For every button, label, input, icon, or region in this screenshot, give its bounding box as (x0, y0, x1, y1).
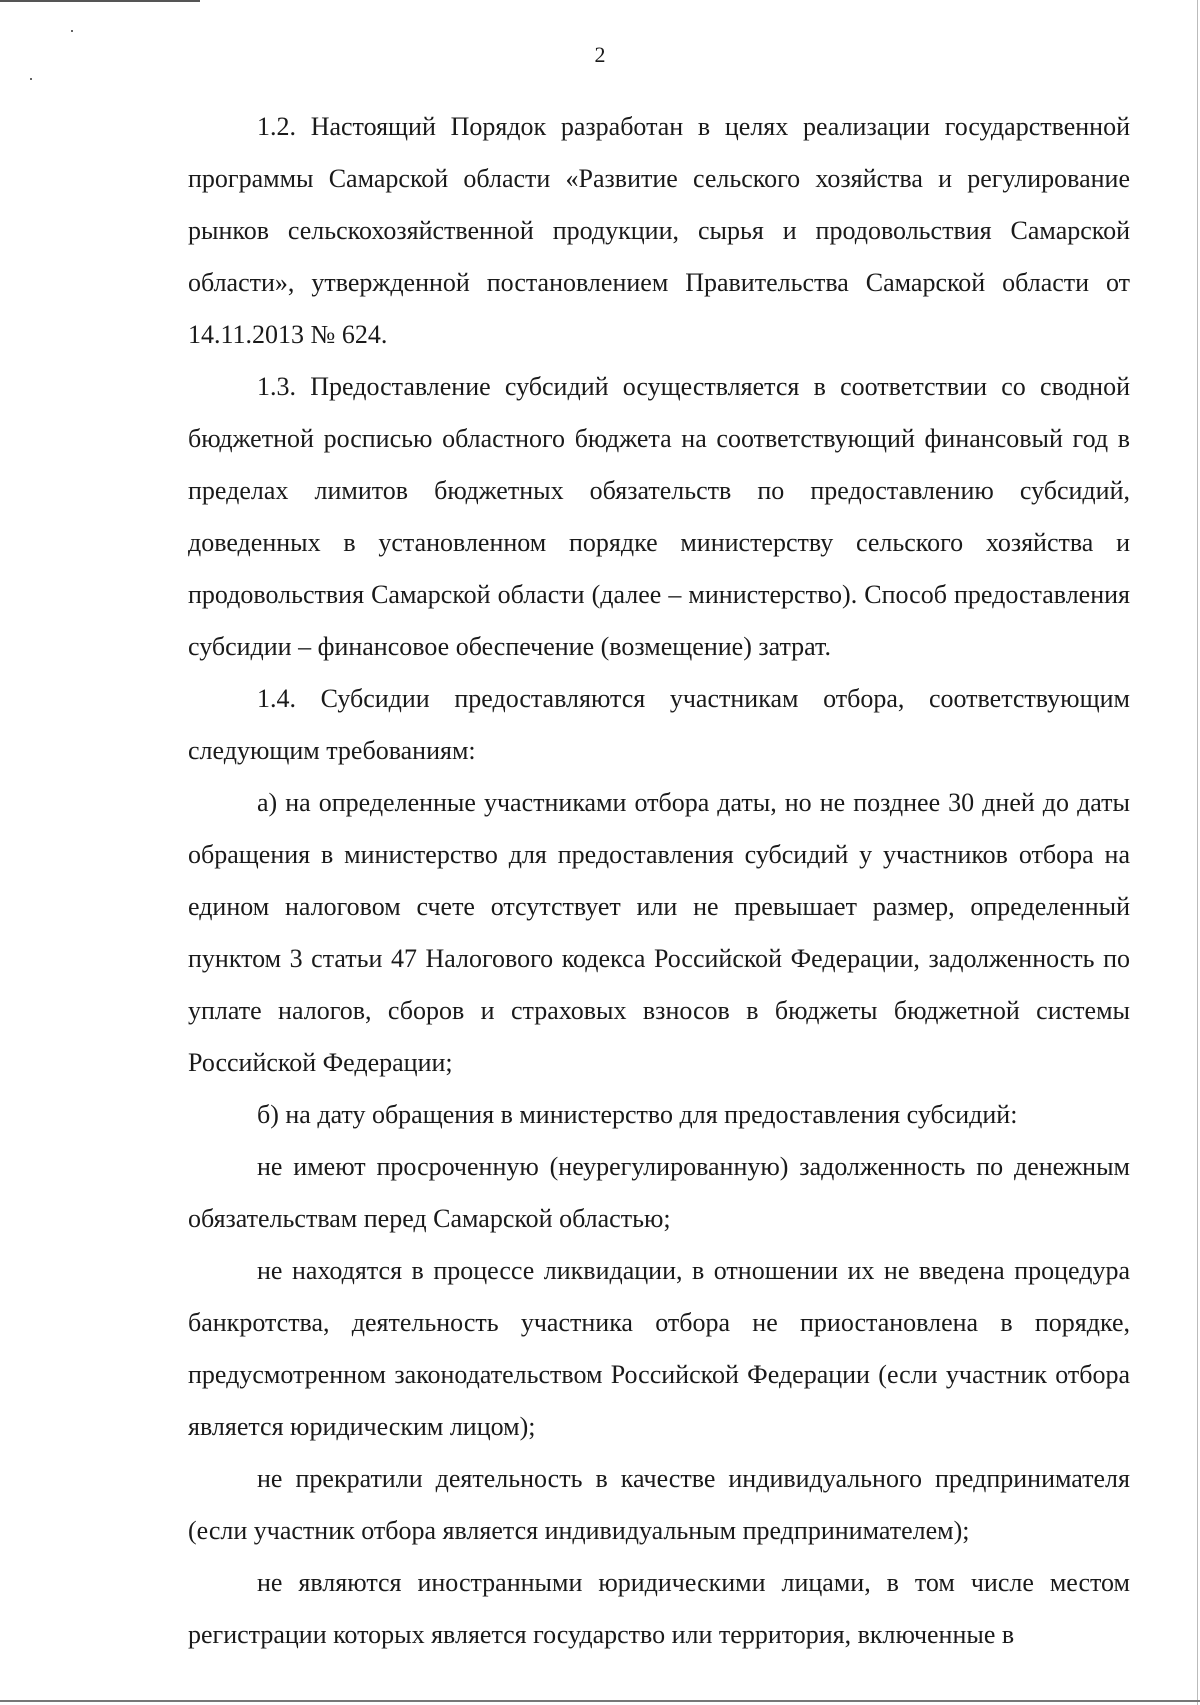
paragraph-no-debt: не имеют просроченную (неурегулированную) задолженность по денежным обязательствам перед Самарской областью; (188, 1152, 1130, 1233)
paragraph-1-3: 1.3. Предоставление субсидий осуществляется в соответствии со сводной бюджетной росписью областного бюджета на соответствующий финансовый год в пределах лимитов бюджетных обязательств по предоставлению субсидий, доведенных в установленном порядке министерству сельского хозяйства и продовольствия Самарской области (далее – министерство). Способ предоставления субсидии – финансовое обеспечение (возмещение) затрат. (188, 372, 1130, 661)
document-body (188, 101, 1130, 1661)
paragraph-1-2: 1.2. Настоящий Порядок разработан в целях реализации государственной программы Самарской области «Развитие сельского хозяйства и регулирование рынков сельскохозяйственной продукции, сырья и продовольствия Самарской области», утвержденной постановлением Правительства Самарской области от 14.11.2013 № 624. (188, 112, 1130, 349)
scan-edge-line (0, 0, 200, 2)
scan-speck (71, 30, 73, 32)
paragraph-foreign-entities: не являются иностранными юридическими лицами, в том числе местом регистрации которых является государство или территория, включенные в (188, 1568, 1130, 1649)
scan-edge-line (0, 1700, 1200, 1702)
scan-speck (30, 78, 32, 80)
page-number: 2 (594, 42, 606, 67)
paragraph-entrepreneur: не прекратили деятельность в качестве индивидуального предпринимателя (если участник отбора является индивидуальным предпринимателем); (188, 1464, 1130, 1545)
paragraph-item-a: а) на определенные участниками отбора даты, но не позднее 30 дней до даты обращения в министерство для предоставления субсидий у участников отбора на едином налоговом счете отсутствует или не превышает размер, определенный пунктом 3 статьи 47 Налогового кодекса Российской Федерации, задолженность по уплате налогов, сборов и страховых взносов в бюджеты бюджетной системы Российской Федерации; (188, 788, 1130, 1077)
paragraph-no-liquidation: не находятся в процессе ликвидации, в отношении их не введена процедура банкротства, деятельность участника отбора не приостановлена в порядке, предусмотренном законодательством Российской Федерации (если участник отбора является юридическим лицом); (188, 1256, 1130, 1441)
scan-edge-line (1197, 0, 1198, 1705)
paragraph-item-b: б) на дату обращения в министерство для предоставления субсидий: (257, 1100, 1018, 1129)
paragraph-1-4: 1.4. Субсидии предоставляются участникам отбора, соответствующим следующим требованиям: (188, 684, 1130, 765)
